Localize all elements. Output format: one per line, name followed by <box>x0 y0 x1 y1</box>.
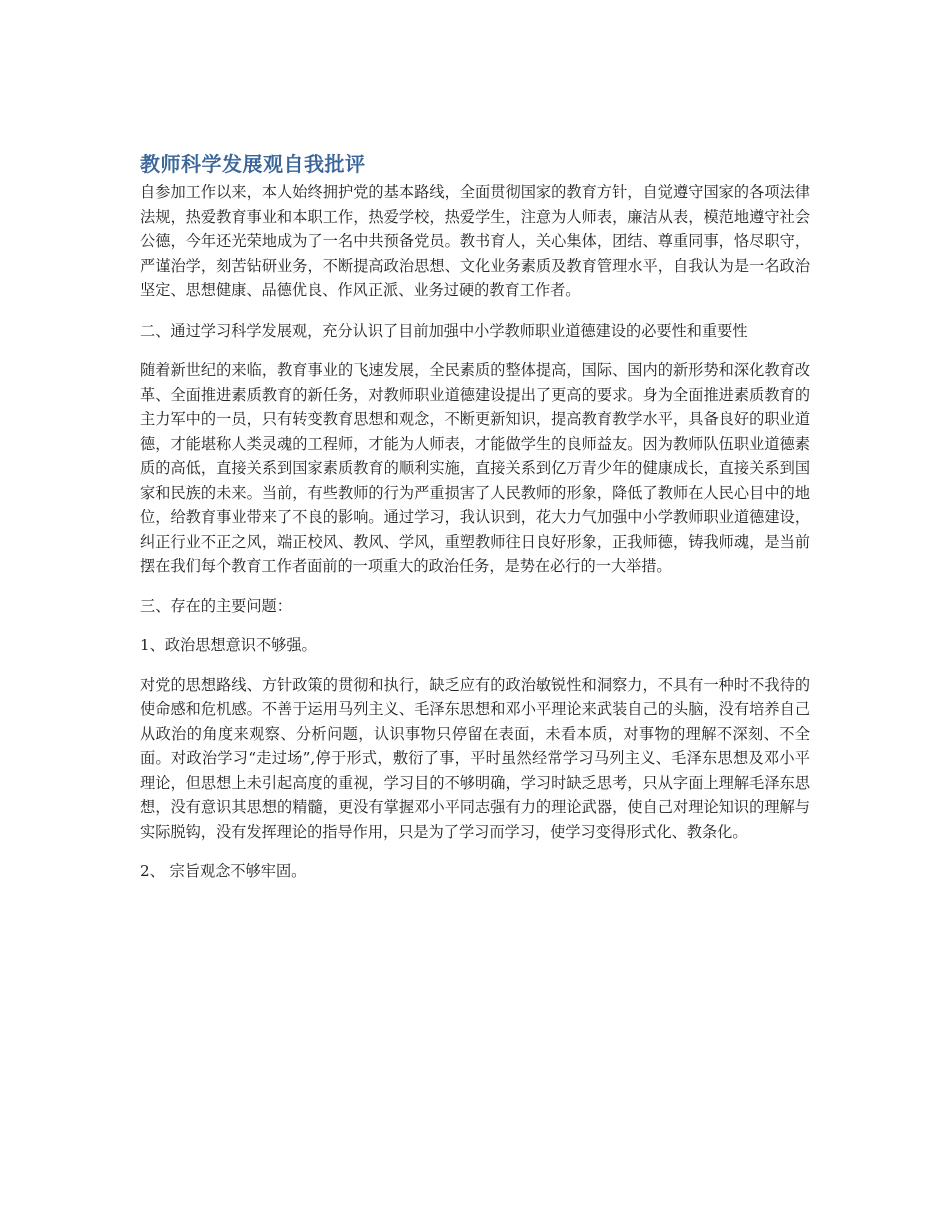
section-heading-3: 三、存在的主要问题： <box>140 596 292 615</box>
paragraph-intro: 自参加工作以来，本人始终拥护党的基本路线，全面贯彻国家的教育方针，自觉遵守国家的各项法律法规，热爱教育事业和本职工作，热爱学校，热爱学生，注意为人师表，廉洁从表，模范地遵守社会公德，今年还光荣地成为了一名中共预备党员。教书育人，关心集体，团结、尊重同事，恪尽职守，严谨治学，刻苦钻研业务，不断提高政治思想、文化业务素质及教育管理水平，自我认为是一名政治坚定、思想健康、品德优良、作风正派、业务过硬的教育工作者。 <box>140 183 810 299</box>
paragraph-body: 随着新世纪的来临，教育事业的飞速发展，全民素质的整体提高，国际、国内的新形势和深化教育改革、全面推进素质教育的新任务，对教师职业道德建设提出了更高的要求。身为全面推进素质教育的主力军中的一员，只有转变教育思想和观念，不断更新知识，提高教育教学水平，具备良好的职业道德，才能堪称人类灵魂的工程师，才能为人师表，才能做学生的良师益友。因为教师队伍职业道德素质的高低，直接关系到国家素质教育的顺利实施，直接关系到亿万青少年的健康成长，直接关系到国家和民族的未来。当前，有些教师的行为严重损害了人民教师的形象，降低了教师在人民心目中的地位，给教育事业带来了不良的影响。通过学习，我认识到，花大力气加强中小学教师职业道德建设，纠正行业不正之风，端正校风、教风、学风，重塑教师往日良好形象，正我师德，铸我师魂，是当前摆在我们每个教育工作者面前的一项重大的政治任务，是势在必行的一大举措。 <box>140 361 810 575</box>
paragraph-body: 对党的思想路线、方针政策的贯彻和执行，缺乏应有的政治敏锐性和洞察力，不具有一种时不我待的使命感和危机感。不善于运用马列主义、毛泽东思想和邓小平理论来武装自己的头脑，没有培养自己从政治的角度来观察、分析问题，认识事物只停留在表面，未看本质，对事物的理解不深刻、不全面。对政治学习“走过场”,停于形式，敷衍了事，平时虽然经常学习马列主义、毛泽东思想及邓小平理论，但思想上未引起高度的重视，学习目的不够明确，学习时缺乏思考，只从字面上理解毛泽东思想，没有意识其思想的精髓，更没有掌握邓小平同志强有力的理论武器，使自己对理论知识的理解与实际脱钩，没有发挥理论的指导作用，只是为了学习而学习，使学习变得形式化、教条化。 <box>140 675 810 841</box>
subheading-1: 1、政治思想意识不够强。 <box>140 636 317 654</box>
document-title: 教师科学发展观自我批评 <box>140 152 366 176</box>
subheading-2: 2、 宗旨观念不够牢固。 <box>140 862 307 880</box>
document-page <box>140 150 810 899</box>
section-heading-2: 二、通过学习科学发展观，充分认识了目前加强中小学教师职业道德建设的必要性和重要性 <box>140 321 748 340</box>
